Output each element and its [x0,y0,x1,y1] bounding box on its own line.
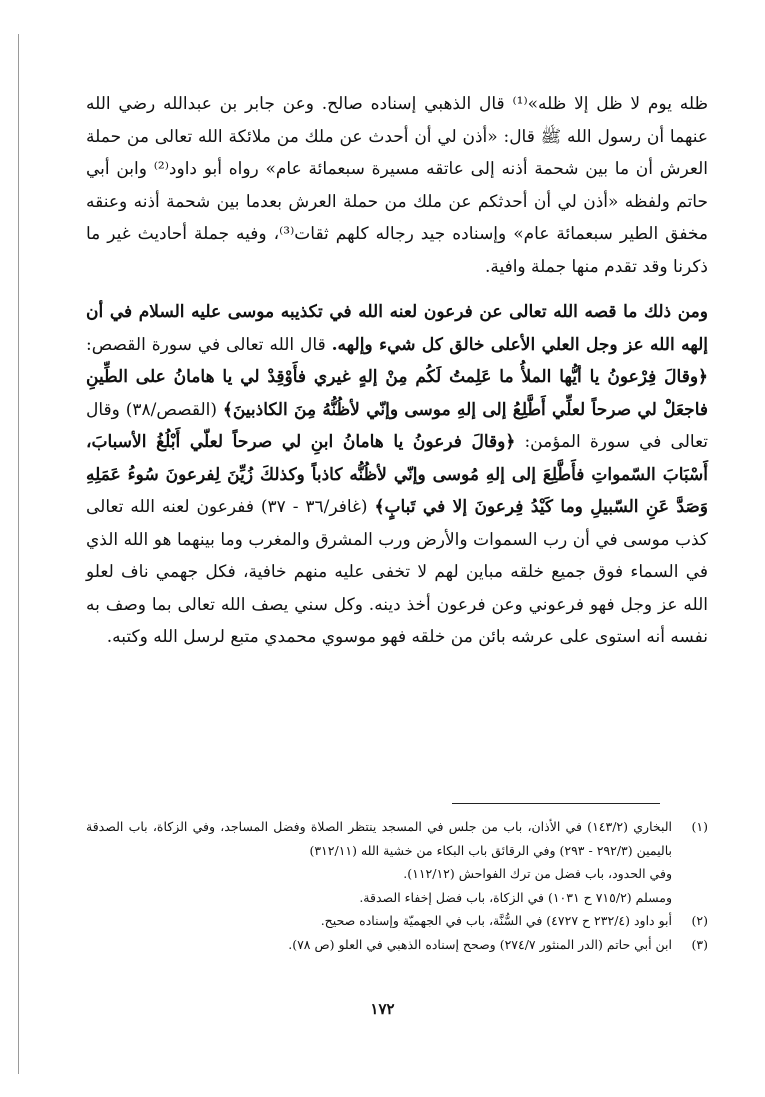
footnote-separator [452,803,660,804]
footnote-1 [86,815,708,862]
footnote-text: ابن أبي حاتم (الدر المنثور ٢٧٤/٧) وصحح إسناده الذهبي في العلو (ص ٧٨). [288,936,672,952]
paragraph-2-text-c: (غافر/٣٦ - ٣٧) ففرعون لعنه الله تعالى كذب موسى في أن رب السموات والأرض ورب المشرق والمغرب وما بينهما هو الله الذي في السماء فوق جميع خلقه مباين لهم لا تخفى عليه منهم خافية، فكل جهمي ناف لعلو الله عز وجل فهو فرعوني وعن فرعون أخذ دينه. وكل سني يصف الله تعالى بما وصف به نفسه أنه استوى على عرشه بائن من خلقه فهو موسوي محمدي متبع لرسل الله وكتبه. [86,497,708,647]
footnote-text: البخاري (١٤٣/٢) في الأذان، باب من جلس في المسجد ينتظر الصلاة وفضل المساجد، وفي الزكاة، باب الصدقة باليمين (٢٩٢/٣ - ٢٩٣) وفي الرقائق باب البكاء من خشية الله (٣١٢/١١) [86,819,672,858]
footnote-number: (١) [691,819,708,834]
footnote-number: (٣) [691,936,708,952]
paragraph-2-text-a: قال الله تعالى في سورة القصص: [86,334,332,355]
footnote-1-line-3: ومسلم (٧١٥/٢ ح ١٠٣١) في الزكاة، باب فضل إخفاء الصدقة. [359,889,672,905]
quran-quote-2: ﴿وقالَ فرعونُ يا هامانُ ابنِ لي صرحاً لعلّي أَبْلُغُ الأسبابَ، أَسْبَابَ السّمواتِ فأَطَّلِعَ إلى إلهِ مُوسى وإنّي لأظُنُّه كاذباً وكذلكَ زُيِّنَ لِفرعونَ سُوءُ عَمَلِهِ وَصَدَّ عَنِ السّبيلِ وما كَيْدُ فِرعونَ إلا في تَبابٍ﴾ [86,432,709,517]
footnote-2 [86,909,708,933]
footnote-text: أبو داود (٢٣٢/٤ ح ٤٧٢٧) في السُّنَّة، باب في الجهميّة وإسناده صحيح. [320,913,672,928]
footnote-number: (٢) [691,913,708,928]
left-margin-rule [18,34,19,1074]
footnote-3 [86,933,708,957]
paragraph-2-lead: ومن ذلك ما قصه الله تعالى عن فرعون لعنه الله في تكذيبه موسى عليه السلام في أن إلهه الله عز وجل العلي الأعلى خالق كل شيء وإلهه. [86,302,708,355]
paragraph-2-text-b: (القصص/٣٨) وقال تعالى في سورة المؤمن: [86,399,709,452]
page-number: ١٧٢ [370,1000,395,1018]
quran-quote-1: ﴿وقالَ فِرْعونُ يا أيُّها الملأُ ما عَلِمتُ لَكُم مِنْ إلهٍ غيري فأَوْقِدْ لي يا هامانُ على الطِّينِ فاجعَلْ لي صرحاً لعلِّي أَطَّلِعُ إلى إلهِ موسى وإنّي لأظُنُّهُ مِنَ الكاذبينَ﴾ [86,367,708,420]
footnotes [86,815,708,956]
footnote-1-line-2: وفي الحدود، باب فضل من ترك الفواحش (١١٢/١٢). [403,866,672,881]
paragraph-1: ظله يوم لا ظل إلا ظله»⁽¹⁾ قال الذهبي إسناده صالح. وعن جابر بن عبدالله رضي الله عنهما أن رسول الله ﷺ قال: «أذن لي أن أحدث عن ملك من ملائكة الله تعالى من حملة العرش أن ما بين شحمة أذنه إلى عاتقه مسيرة سبعمائة عام» رواه أبو داود⁽²⁾ وابن أبي حاتم ولفظه «أذن لي أن أحدثكم عن ملك من حملة العرش بعدما بين شحمة أذنه وعنقه مخفق الطير سبعمائة عام» وإسناده جيد رجاله كلهم ثقات⁽³⁾، وفيه جملة أحاديث غير ما ذكرنا وقد تقدم منها جملة وافية. [86,94,709,277]
page-body [86,88,708,654]
paragraph-2 [86,296,708,654]
